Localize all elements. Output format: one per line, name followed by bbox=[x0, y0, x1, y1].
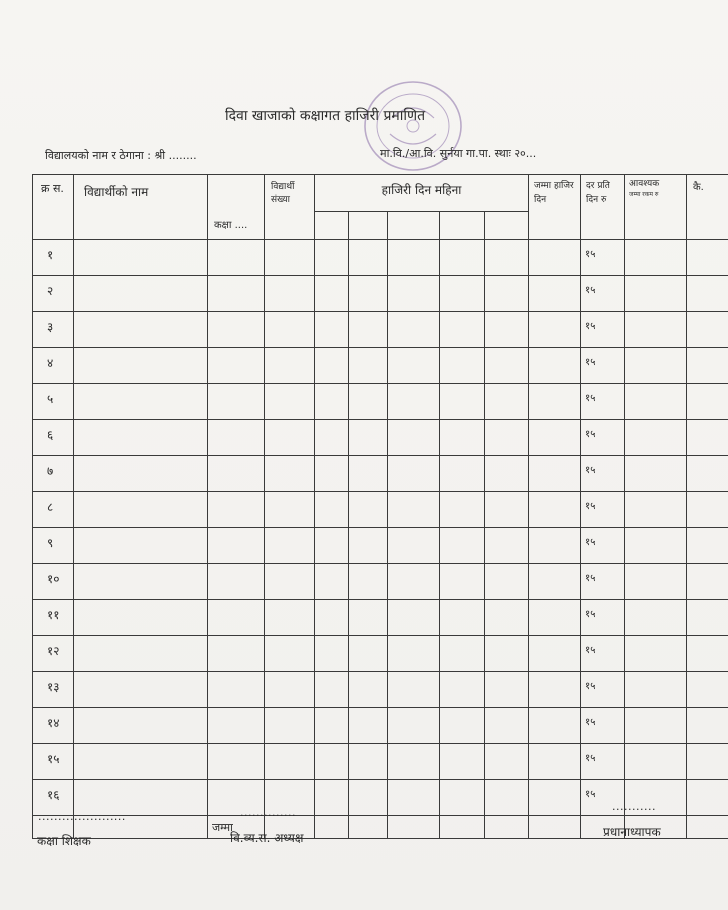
attendance-subcell bbox=[388, 212, 440, 240]
row-cell bbox=[485, 240, 529, 276]
row-cell bbox=[315, 312, 349, 348]
row-cell bbox=[208, 744, 265, 780]
row-cell bbox=[485, 348, 529, 384]
row-cell bbox=[485, 528, 529, 564]
header-class: कक्षा .... bbox=[208, 175, 265, 240]
total-cell bbox=[485, 816, 529, 839]
row-cell bbox=[625, 636, 687, 672]
row-cell bbox=[74, 744, 208, 780]
row-cell bbox=[265, 276, 315, 312]
table-row bbox=[33, 528, 728, 564]
row-serial: १२ bbox=[33, 636, 74, 672]
row-cell bbox=[74, 420, 208, 456]
row-cell bbox=[74, 564, 208, 600]
row-cell bbox=[687, 240, 728, 276]
row-cell bbox=[208, 348, 265, 384]
row-cell bbox=[208, 276, 265, 312]
row-cell bbox=[265, 348, 315, 384]
row-rate: १५ bbox=[581, 348, 625, 384]
row-cell bbox=[529, 456, 581, 492]
row-cell bbox=[687, 636, 728, 672]
row-cell bbox=[265, 744, 315, 780]
row-cell bbox=[208, 384, 265, 420]
row-rate: १५ bbox=[581, 240, 625, 276]
row-serial: १० bbox=[33, 564, 74, 600]
row-rate: १५ bbox=[581, 672, 625, 708]
row-cell bbox=[388, 240, 440, 276]
table-row bbox=[33, 672, 728, 708]
total-cell bbox=[687, 816, 728, 839]
row-cell bbox=[529, 636, 581, 672]
row-cell bbox=[529, 240, 581, 276]
row-cell bbox=[687, 312, 728, 348]
row-cell bbox=[74, 708, 208, 744]
header-row-1 bbox=[33, 175, 728, 212]
total-cell bbox=[315, 816, 349, 839]
row-cell bbox=[440, 348, 485, 384]
row-cell bbox=[265, 672, 315, 708]
row-cell bbox=[529, 708, 581, 744]
row-cell bbox=[74, 528, 208, 564]
row-cell bbox=[440, 456, 485, 492]
row-cell bbox=[687, 744, 728, 780]
row-serial: ८ bbox=[33, 492, 74, 528]
row-cell bbox=[529, 420, 581, 456]
row-cell bbox=[625, 528, 687, 564]
row-cell bbox=[440, 780, 485, 816]
table-row bbox=[33, 456, 728, 492]
row-cell bbox=[265, 600, 315, 636]
row-cell bbox=[265, 312, 315, 348]
table-row bbox=[33, 600, 728, 636]
row-cell bbox=[625, 420, 687, 456]
row-serial: ७ bbox=[33, 456, 74, 492]
row-cell bbox=[74, 276, 208, 312]
row-cell bbox=[208, 672, 265, 708]
row-cell bbox=[349, 672, 388, 708]
row-cell bbox=[687, 492, 728, 528]
row-cell bbox=[208, 636, 265, 672]
row-cell bbox=[74, 492, 208, 528]
school-address-line: मा.वि./आ.वि. सुर्नया गा.पा. स्थाः २०... bbox=[380, 147, 537, 160]
header-student-count: विद्यार्थी संख्या bbox=[265, 175, 315, 240]
row-cell bbox=[687, 348, 728, 384]
row-serial: १६ bbox=[33, 780, 74, 816]
table-row bbox=[33, 384, 728, 420]
row-cell bbox=[388, 708, 440, 744]
row-cell bbox=[265, 492, 315, 528]
row-cell bbox=[529, 744, 581, 780]
row-cell bbox=[315, 564, 349, 600]
row-cell bbox=[485, 456, 529, 492]
row-cell bbox=[687, 276, 728, 312]
row-cell bbox=[388, 420, 440, 456]
row-cell bbox=[485, 420, 529, 456]
row-cell bbox=[440, 276, 485, 312]
row-cell bbox=[687, 420, 728, 456]
row-cell bbox=[74, 672, 208, 708]
row-cell bbox=[265, 420, 315, 456]
row-cell bbox=[349, 312, 388, 348]
row-cell bbox=[349, 456, 388, 492]
row-serial: ११ bbox=[33, 600, 74, 636]
row-serial: १५ bbox=[33, 744, 74, 780]
row-cell bbox=[349, 564, 388, 600]
row-cell bbox=[440, 672, 485, 708]
table-row bbox=[33, 240, 728, 276]
row-cell bbox=[315, 456, 349, 492]
row-cell bbox=[74, 600, 208, 636]
table-row bbox=[33, 492, 728, 528]
table-row bbox=[33, 708, 728, 744]
row-cell bbox=[349, 600, 388, 636]
row-cell bbox=[529, 384, 581, 420]
row-cell bbox=[315, 672, 349, 708]
row-cell bbox=[625, 672, 687, 708]
row-cell bbox=[529, 564, 581, 600]
row-cell bbox=[485, 492, 529, 528]
row-cell bbox=[315, 744, 349, 780]
row-serial: १४ bbox=[33, 708, 74, 744]
row-cell bbox=[208, 240, 265, 276]
class-teacher-label: कक्षा शिक्षक bbox=[37, 834, 91, 848]
row-cell bbox=[440, 312, 485, 348]
table-row bbox=[33, 420, 728, 456]
header-rate: दर प्रति दिन रु bbox=[581, 175, 625, 240]
header-required-main: आवश्यक bbox=[629, 179, 660, 189]
row-cell bbox=[315, 348, 349, 384]
table-row bbox=[33, 276, 728, 312]
row-serial: ९ bbox=[33, 528, 74, 564]
row-cell bbox=[625, 564, 687, 600]
row-serial: ३ bbox=[33, 312, 74, 348]
row-cell bbox=[687, 528, 728, 564]
row-cell bbox=[687, 780, 728, 816]
teacher-signature-line: ...................... bbox=[38, 810, 126, 823]
row-rate: १५ bbox=[581, 276, 625, 312]
row-cell bbox=[485, 384, 529, 420]
row-cell bbox=[687, 708, 728, 744]
row-cell bbox=[349, 528, 388, 564]
row-cell bbox=[74, 456, 208, 492]
row-cell bbox=[265, 528, 315, 564]
row-cell bbox=[440, 744, 485, 780]
row-cell bbox=[529, 672, 581, 708]
total-cell bbox=[529, 816, 581, 839]
row-cell bbox=[388, 564, 440, 600]
row-cell bbox=[74, 636, 208, 672]
row-cell bbox=[315, 420, 349, 456]
row-serial: २ bbox=[33, 276, 74, 312]
row-cell bbox=[265, 456, 315, 492]
row-rate: १५ bbox=[581, 744, 625, 780]
row-cell bbox=[265, 384, 315, 420]
row-rate: १५ bbox=[581, 564, 625, 600]
row-cell bbox=[529, 312, 581, 348]
row-cell bbox=[529, 492, 581, 528]
row-cell bbox=[485, 708, 529, 744]
row-cell bbox=[208, 564, 265, 600]
row-cell bbox=[208, 708, 265, 744]
row-cell bbox=[388, 312, 440, 348]
row-cell bbox=[388, 276, 440, 312]
row-cell bbox=[388, 744, 440, 780]
row-cell bbox=[440, 240, 485, 276]
row-cell bbox=[485, 744, 529, 780]
attendance-table bbox=[32, 174, 728, 839]
row-cell bbox=[625, 744, 687, 780]
row-cell bbox=[485, 312, 529, 348]
row-cell bbox=[625, 600, 687, 636]
table-row bbox=[33, 348, 728, 384]
table-row bbox=[33, 312, 728, 348]
row-cell bbox=[388, 636, 440, 672]
row-serial: ४ bbox=[33, 348, 74, 384]
attendance-subcell bbox=[485, 212, 529, 240]
row-cell bbox=[485, 672, 529, 708]
row-cell bbox=[349, 492, 388, 528]
row-cell bbox=[485, 600, 529, 636]
header-required-amount bbox=[625, 175, 687, 240]
row-cell bbox=[529, 276, 581, 312]
attendance-subcell bbox=[440, 212, 485, 240]
row-cell bbox=[349, 384, 388, 420]
row-cell bbox=[485, 636, 529, 672]
header-remarks: कै. bbox=[687, 175, 728, 240]
row-cell bbox=[315, 492, 349, 528]
table-row bbox=[33, 636, 728, 672]
row-cell bbox=[485, 780, 529, 816]
row-cell bbox=[315, 528, 349, 564]
row-rate: १५ bbox=[581, 528, 625, 564]
head-signature-line: ........... bbox=[612, 800, 656, 813]
row-cell bbox=[440, 600, 485, 636]
header-serial: क्र स. bbox=[33, 175, 74, 240]
header-attendance: हाजिरी दिन महिना bbox=[315, 175, 529, 212]
row-rate: १५ bbox=[581, 636, 625, 672]
row-cell bbox=[625, 312, 687, 348]
row-cell bbox=[687, 456, 728, 492]
row-cell bbox=[208, 312, 265, 348]
chairperson-label: वि.व्य.स. अध्यक्ष bbox=[230, 831, 304, 845]
row-cell bbox=[349, 708, 388, 744]
row-cell bbox=[625, 492, 687, 528]
row-cell bbox=[388, 600, 440, 636]
row-cell bbox=[349, 636, 388, 672]
row-rate: १५ bbox=[581, 600, 625, 636]
row-cell bbox=[74, 240, 208, 276]
row-cell bbox=[625, 456, 687, 492]
row-serial: १३ bbox=[33, 672, 74, 708]
headteacher-label: प्रधानाध्यापक bbox=[603, 825, 661, 839]
row-cell bbox=[529, 348, 581, 384]
row-cell bbox=[208, 528, 265, 564]
row-cell bbox=[315, 384, 349, 420]
row-cell bbox=[625, 384, 687, 420]
row-rate: १५ bbox=[581, 312, 625, 348]
header-student-name: विद्यार्थीको नाम bbox=[74, 175, 208, 240]
row-cell bbox=[315, 708, 349, 744]
school-name-line: विद्यालयको नाम र ठेगाना : श्री ........ bbox=[45, 149, 197, 162]
row-rate: १५ bbox=[581, 384, 625, 420]
row-cell bbox=[208, 456, 265, 492]
row-cell bbox=[74, 312, 208, 348]
row-cell bbox=[349, 276, 388, 312]
row-cell bbox=[388, 384, 440, 420]
row-cell bbox=[485, 564, 529, 600]
row-serial: ६ bbox=[33, 420, 74, 456]
row-cell bbox=[625, 348, 687, 384]
row-cell bbox=[315, 240, 349, 276]
row-rate: १५ bbox=[581, 780, 625, 816]
header-total-days: जम्मा हाजिर दिन bbox=[529, 175, 581, 240]
row-cell bbox=[388, 780, 440, 816]
row-cell bbox=[388, 672, 440, 708]
row-cell bbox=[440, 564, 485, 600]
row-cell bbox=[315, 780, 349, 816]
row-rate: १५ bbox=[581, 708, 625, 744]
row-cell bbox=[208, 600, 265, 636]
row-cell bbox=[388, 348, 440, 384]
row-cell bbox=[265, 708, 315, 744]
row-cell bbox=[440, 528, 485, 564]
row-cell bbox=[315, 276, 349, 312]
row-cell bbox=[74, 348, 208, 384]
row-cell bbox=[265, 636, 315, 672]
row-cell bbox=[349, 240, 388, 276]
row-cell bbox=[529, 780, 581, 816]
total-cell bbox=[349, 816, 388, 839]
row-cell bbox=[315, 600, 349, 636]
row-cell bbox=[208, 420, 265, 456]
row-serial: ५ bbox=[33, 384, 74, 420]
row-cell bbox=[349, 420, 388, 456]
table-row bbox=[33, 564, 728, 600]
row-cell bbox=[349, 780, 388, 816]
row-cell bbox=[485, 276, 529, 312]
row-cell bbox=[440, 636, 485, 672]
row-cell bbox=[208, 492, 265, 528]
row-cell bbox=[388, 528, 440, 564]
row-cell bbox=[74, 384, 208, 420]
row-cell bbox=[440, 384, 485, 420]
row-cell bbox=[687, 672, 728, 708]
row-cell bbox=[687, 564, 728, 600]
row-cell bbox=[687, 600, 728, 636]
row-serial: १ bbox=[33, 240, 74, 276]
total-cell bbox=[388, 816, 440, 839]
row-cell bbox=[625, 276, 687, 312]
total-cell bbox=[440, 816, 485, 839]
row-cell bbox=[388, 492, 440, 528]
row-cell bbox=[440, 420, 485, 456]
row-cell bbox=[388, 456, 440, 492]
row-cell bbox=[687, 384, 728, 420]
table-row bbox=[33, 744, 728, 780]
row-cell bbox=[529, 528, 581, 564]
total-label: जम्मा bbox=[208, 816, 265, 839]
row-rate: १५ bbox=[581, 456, 625, 492]
row-rate: १५ bbox=[581, 492, 625, 528]
row-cell bbox=[265, 240, 315, 276]
chair-signature-line: .............. bbox=[240, 806, 296, 819]
row-cell bbox=[349, 744, 388, 780]
row-cell bbox=[440, 492, 485, 528]
row-cell bbox=[625, 708, 687, 744]
row-cell bbox=[315, 636, 349, 672]
form-title: दिवा खाजाको कक्षागत हाजिरी प्रमाणित bbox=[225, 108, 426, 124]
row-rate: १५ bbox=[581, 420, 625, 456]
header-required-sub: जम्मा रकम रु bbox=[629, 191, 659, 198]
row-cell bbox=[529, 600, 581, 636]
attendance-subcell bbox=[349, 212, 388, 240]
row-cell bbox=[625, 240, 687, 276]
row-cell bbox=[349, 348, 388, 384]
attendance-subcell bbox=[315, 212, 349, 240]
row-cell bbox=[265, 564, 315, 600]
row-cell bbox=[440, 708, 485, 744]
